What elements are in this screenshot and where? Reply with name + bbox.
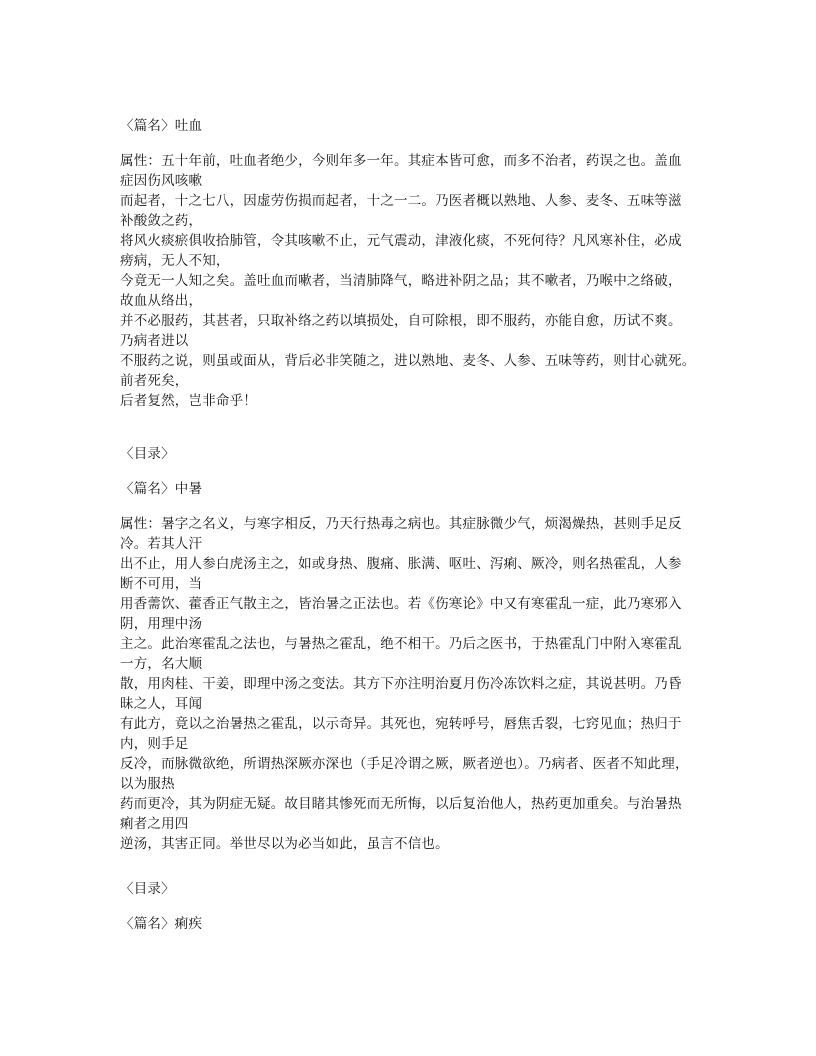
paragraph-line: 散，用肉桂、干姜，即理中汤之变法。其方下亦注明治夏月伤冷冻饮料之症，其说甚明。乃昏: [120, 676, 682, 692]
paragraph-line: 冷。若其人汗: [120, 536, 203, 552]
paragraph-line: 昧之人，耳闻: [120, 696, 203, 712]
paragraph-line: 阴，用理中汤: [120, 616, 203, 632]
paragraph-line: 有此方，竟以之治暑热之霍乱，以示奇异。其死也，宛转呼号，唇焦舌裂，七窍见血；热归于: [120, 716, 682, 732]
paragraph-line: 内，则手足: [120, 736, 189, 752]
paragraph-line: 断不可用，当: [120, 576, 203, 592]
toc-link[interactable]: 〈目录〉: [120, 446, 175, 462]
paragraph-line: 而起者，十之七八，因虚劳伤损而起者，十之一二。乃医者概以熟地、人参、麦冬、五味等滋: [120, 193, 682, 209]
paragraph-line: 乃病者进以: [120, 333, 189, 349]
paragraph-line: 并不必服药，其甚者，只取补络之药以填损处，自可除根，即不服药，亦能自愈，历试不爽。: [120, 313, 682, 329]
section-heading-tuxue: 〈篇名〉吐血: [120, 118, 203, 134]
toc-link[interactable]: 〈目录〉: [120, 881, 175, 897]
paragraph-line: 痨病，无人不知，: [120, 253, 230, 269]
paragraph-line: 补酸敛之药，: [120, 213, 203, 229]
section-heading-zhongshu: 〈篇名〉中暑: [120, 481, 203, 497]
paragraph-line: 不服药之说，则虽或面从，背后必非笑随之，进以熟地、麦冬、人参、五味等药，则甘心就死。: [120, 353, 696, 369]
paragraph-line: 前者死矣，: [120, 373, 189, 389]
paragraph-line: 今竟无一人知之矣。盖吐血而嗽者，当清肺降气，略进补阴之品；其不嗽者，乃喉中之络破，: [120, 273, 682, 289]
paragraph-line: 后者复然，岂非命乎！: [120, 393, 257, 409]
paragraph-line: 用香薷饮、藿香正气散主之，皆治暑之正法也。若《伤寒论》中又有寒霍乱一症，此乃寒邪入: [120, 596, 682, 612]
paragraph-line: 反冷，而脉微欲绝，所谓热深厥亦深也（手足冷谓之厥，厥者逆也）。乃病者、医者不知此理，: [120, 756, 689, 772]
paragraph-line: 症因伤风咳嗽: [120, 173, 203, 189]
paragraph-line: 以为服热: [120, 776, 175, 792]
paragraph-line: 将风火痰瘀俱收拾肺管，令其咳嗽不止，元气震动，津液化痰，不死何待？凡风寒补住，必成: [120, 233, 682, 249]
paragraph-line: 一方，名大顺: [120, 656, 203, 672]
paragraph-line: 属性：五十年前，吐血者绝少，今则年多一年。其症本皆可愈，而多不治者，药误之也。盖血: [120, 153, 682, 169]
section-heading-liji: 〈篇名〉痢疾: [120, 916, 203, 932]
paragraph-line: 属性：暑字之名义，与寒字相反，乃天行热毒之病也。其症脉微少气，烦渴燥热，甚则手足反: [120, 516, 682, 532]
paragraph-line: 故血从络出，: [120, 293, 203, 309]
paragraph-line: 主之。此治寒霍乱之法也，与暑热之霍乱，绝不相干。乃后之医书，于热霍乱门中附入寒霍乱: [120, 636, 682, 652]
paragraph-line: 药而更冷，其为阴症无疑。故目睹其惨死而无所悔，以后复治他人，热药更加重矣。与治暑热: [120, 796, 682, 812]
paragraph-line: 逆汤，其害正同。举世尽以为必当如此，虽言不信也。: [120, 836, 449, 852]
paragraph-line: 出不止，用人参白虎汤主之，如或身热、腹痛、胀满、呕吐、泻痢、厥冷，则名热霍乱，人参: [120, 556, 682, 572]
paragraph-line: 痢者之用四: [120, 816, 189, 832]
